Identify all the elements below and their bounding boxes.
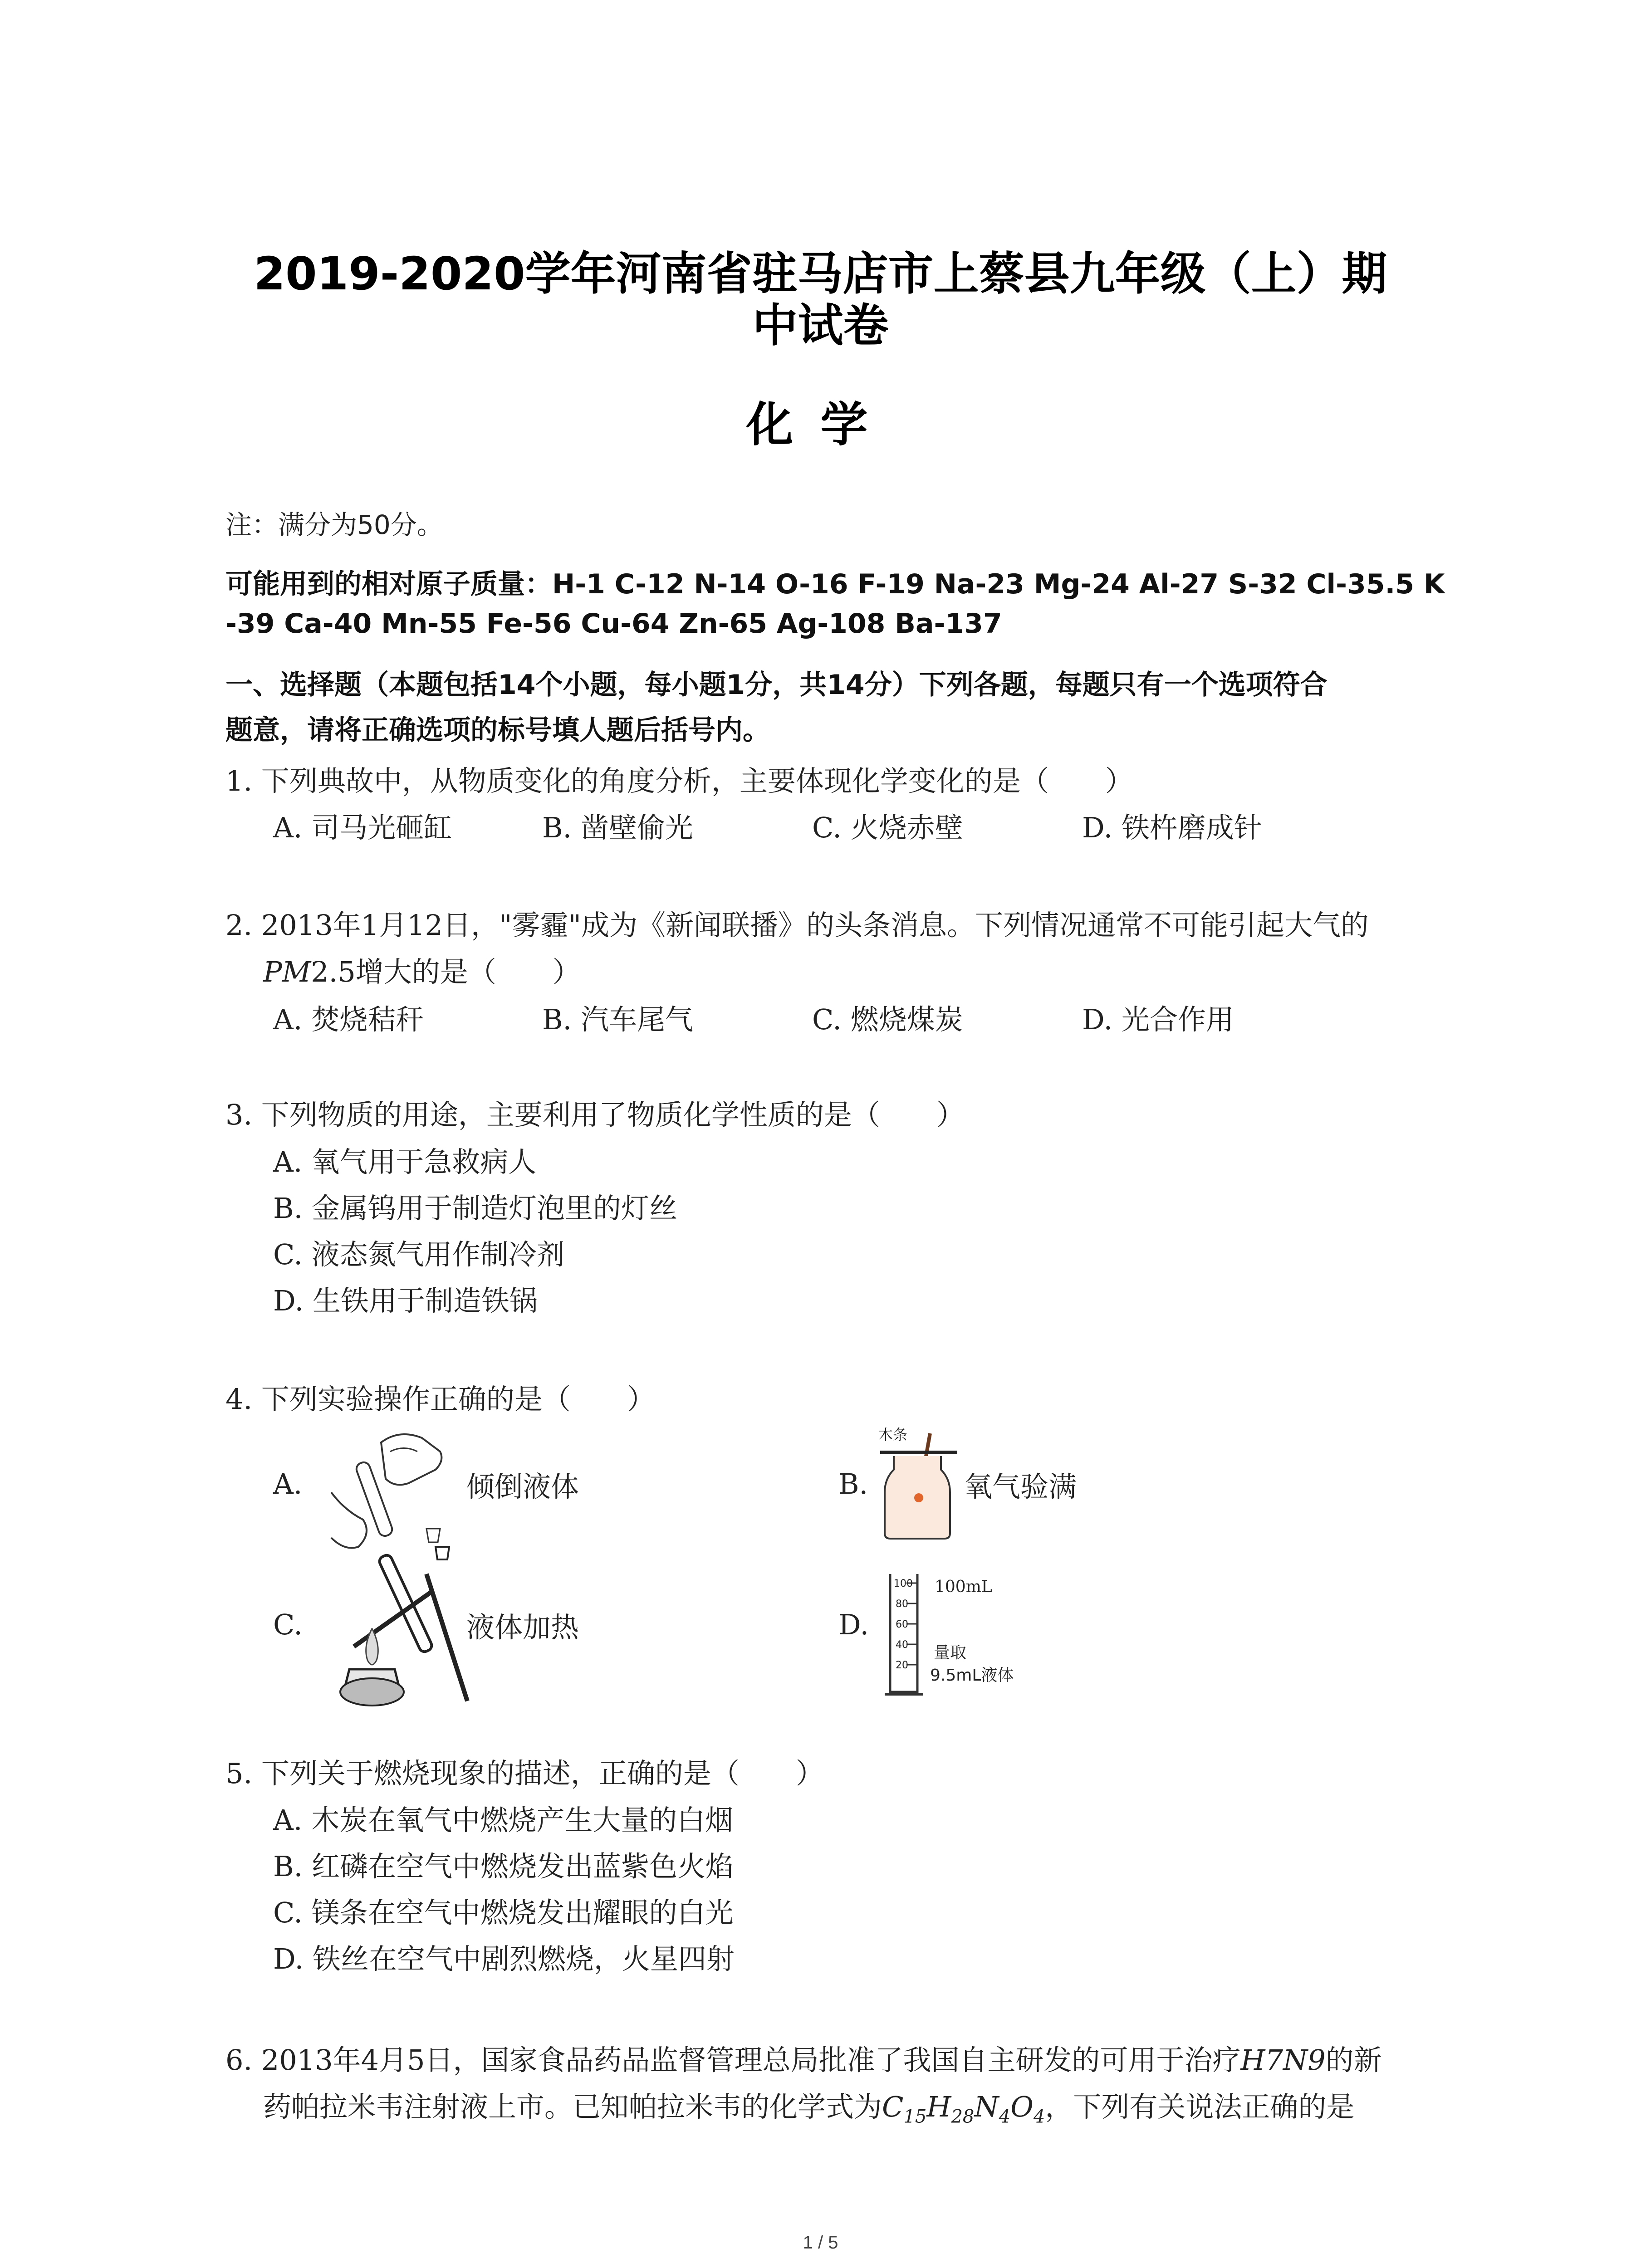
section1-heading-line2: 题意，请将正确选项的标号填人题后括号内。 xyxy=(225,714,770,746)
q5-option-c: C. 镁条在空气中燃烧发出耀眼的白光 xyxy=(273,1896,734,1929)
q2-option-d: D. 光合作用 xyxy=(1082,1003,1234,1036)
q3-option-c: C. 液态氮气用作制冷剂 xyxy=(273,1238,565,1271)
q6-stem-line1 xyxy=(225,2038,1382,2078)
q3-option-d: D. 生铁用于制造铁锅 xyxy=(273,1284,538,1317)
graduated-cylinder-figure xyxy=(880,1565,1062,1701)
q4-option-d-label: D. xyxy=(838,1608,869,1641)
q1-option-b: B. 凿壁偷光 xyxy=(542,811,693,844)
q2-stem-line2 xyxy=(263,949,581,990)
q5-option-d: D. 铁丝在空气中剧烈燃烧，火星四射 xyxy=(273,1942,735,1975)
q4-option-b-label: B. xyxy=(838,1467,868,1501)
tick-40: 40 xyxy=(896,1639,908,1651)
q6-stem-line2-a: 药帕拉米韦注射液上市。已知帕拉米韦的化学式为 xyxy=(263,2090,882,2123)
exam-title-line1: 2019-2020学年河南省驻马店市上蔡县九年级（上）期 xyxy=(254,247,1387,300)
lamp-base-shape xyxy=(340,1678,404,1706)
page-number: 1 / 5 xyxy=(803,2233,838,2253)
q4-stem: 4. 下列实验操作正确的是（ ） xyxy=(225,1383,655,1416)
q2-option-c: C. 燃烧煤炭 xyxy=(812,1003,963,1036)
q5-option-b: B. 红磷在空气中燃烧发出蓝紫色火焰 xyxy=(273,1850,734,1883)
q5-option-a: A. 木炭在氧气中燃烧产生大量的白烟 xyxy=(273,1804,734,1837)
q2-pm-symbol: PM xyxy=(263,955,311,988)
q5-stem: 5. 下列关于燃烧现象的描述，正确的是（ ） xyxy=(225,1757,824,1790)
q6-virus-formula: H7N9 xyxy=(1240,2043,1326,2077)
hand-shape xyxy=(390,1448,417,1452)
glowing-tip-shape xyxy=(914,1493,923,1502)
q2-option-b: B. 汽车尾气 xyxy=(542,1003,693,1036)
atomic-mass-line2: -39 Ca-40 Mn-55 Fe-56 Cu-64 Zn-65 Ag-108 Ba-137 xyxy=(225,608,1002,640)
wooden-stick-label: 木条 xyxy=(878,1426,908,1443)
cylinder-volume-label: 100mL xyxy=(935,1578,992,1596)
q6-chemical-formula: $C_{15}H_{28}N_4O_4$ xyxy=(882,2090,1045,2127)
q6-stem-line1-b: 的新 xyxy=(1325,2043,1382,2077)
q6-stem-line1-a: 6. 2013年4月5日，国家食品药品监督管理总局批准了我国自主研发的可用于治疗 xyxy=(225,2043,1241,2077)
tick-60: 60 xyxy=(896,1619,908,1630)
q1-option-d: D. 铁杵磨成针 xyxy=(1082,811,1262,844)
heating-liquid-figure xyxy=(313,1538,485,1719)
full-score-note: 注：满分为50分。 xyxy=(225,509,443,540)
volume-label: 9.5mL液体 xyxy=(930,1666,1014,1685)
subject-title: 化学 xyxy=(746,397,895,452)
q3-option-a: A. 氧气用于急救病人 xyxy=(273,1145,537,1178)
tick-80: 80 xyxy=(896,1598,908,1610)
oxygen-test-figure xyxy=(876,1424,962,1547)
q3-stem: 3. 下列物质的用途，主要利用了物质化学性质的是（ ） xyxy=(225,1098,965,1131)
q2-option-a: A. 焚烧秸秆 xyxy=(273,1003,424,1036)
q2-stem-line2-rest: 2.5增大的是（ ） xyxy=(311,955,581,988)
flame-shape xyxy=(366,1628,378,1665)
q1-option-a: A. 司马光砸缸 xyxy=(273,811,452,844)
q6-stem-line2-b: ，下列有关说法正确的是 xyxy=(1045,2090,1355,2123)
q4-option-a-text: 倾倒液体 xyxy=(466,1470,579,1503)
test-tube-shape xyxy=(378,1554,434,1653)
tick-20: 20 xyxy=(896,1660,908,1671)
q1-option-c: C. 火烧赤壁 xyxy=(812,811,963,844)
q6-stem-line2 xyxy=(263,2084,1354,2127)
test-tube-shape xyxy=(355,1461,394,1538)
stopper-shape xyxy=(436,1547,449,1559)
cylinder-shape xyxy=(890,1574,917,1692)
q4-option-a-label: A. xyxy=(273,1467,303,1501)
bottle-shape xyxy=(381,1434,441,1485)
section1-heading-line1: 一、选择题（本题包括14个小题，每小题1分，共14分）下列各题，每题只有一个选项符合 xyxy=(225,669,1327,701)
measure-label: 量取 xyxy=(934,1643,967,1662)
atomic-mass-line1: 可能用到的相对原子质量：H-1 C-12 N-14 O-16 F-19 Na-23 Mg-24 Al-27 S-32 Cl-35.5 K xyxy=(225,568,1445,600)
q4-option-c-label: C. xyxy=(273,1608,303,1641)
exam-title-line2: 中试卷 xyxy=(752,299,889,352)
tick-100: 100 xyxy=(894,1578,913,1589)
q4-option-b-text: 氧气验满 xyxy=(964,1470,1077,1503)
holder-handle-shape xyxy=(426,1574,467,1701)
q3-option-b: B. 金属钨用于制造灯泡里的灯丝 xyxy=(273,1192,677,1225)
q2-stem-line1: 2. 2013年1月12日，"雾霾"成为《新闻联播》的头条消息。下列情况通常不可能引起大气的 xyxy=(225,909,1369,942)
q1-stem: 1. 下列典故中，从物质变化的角度分析，主要体现化学变化的是（ ） xyxy=(225,764,1133,797)
q4-option-c-text: 液体加热 xyxy=(466,1611,579,1644)
